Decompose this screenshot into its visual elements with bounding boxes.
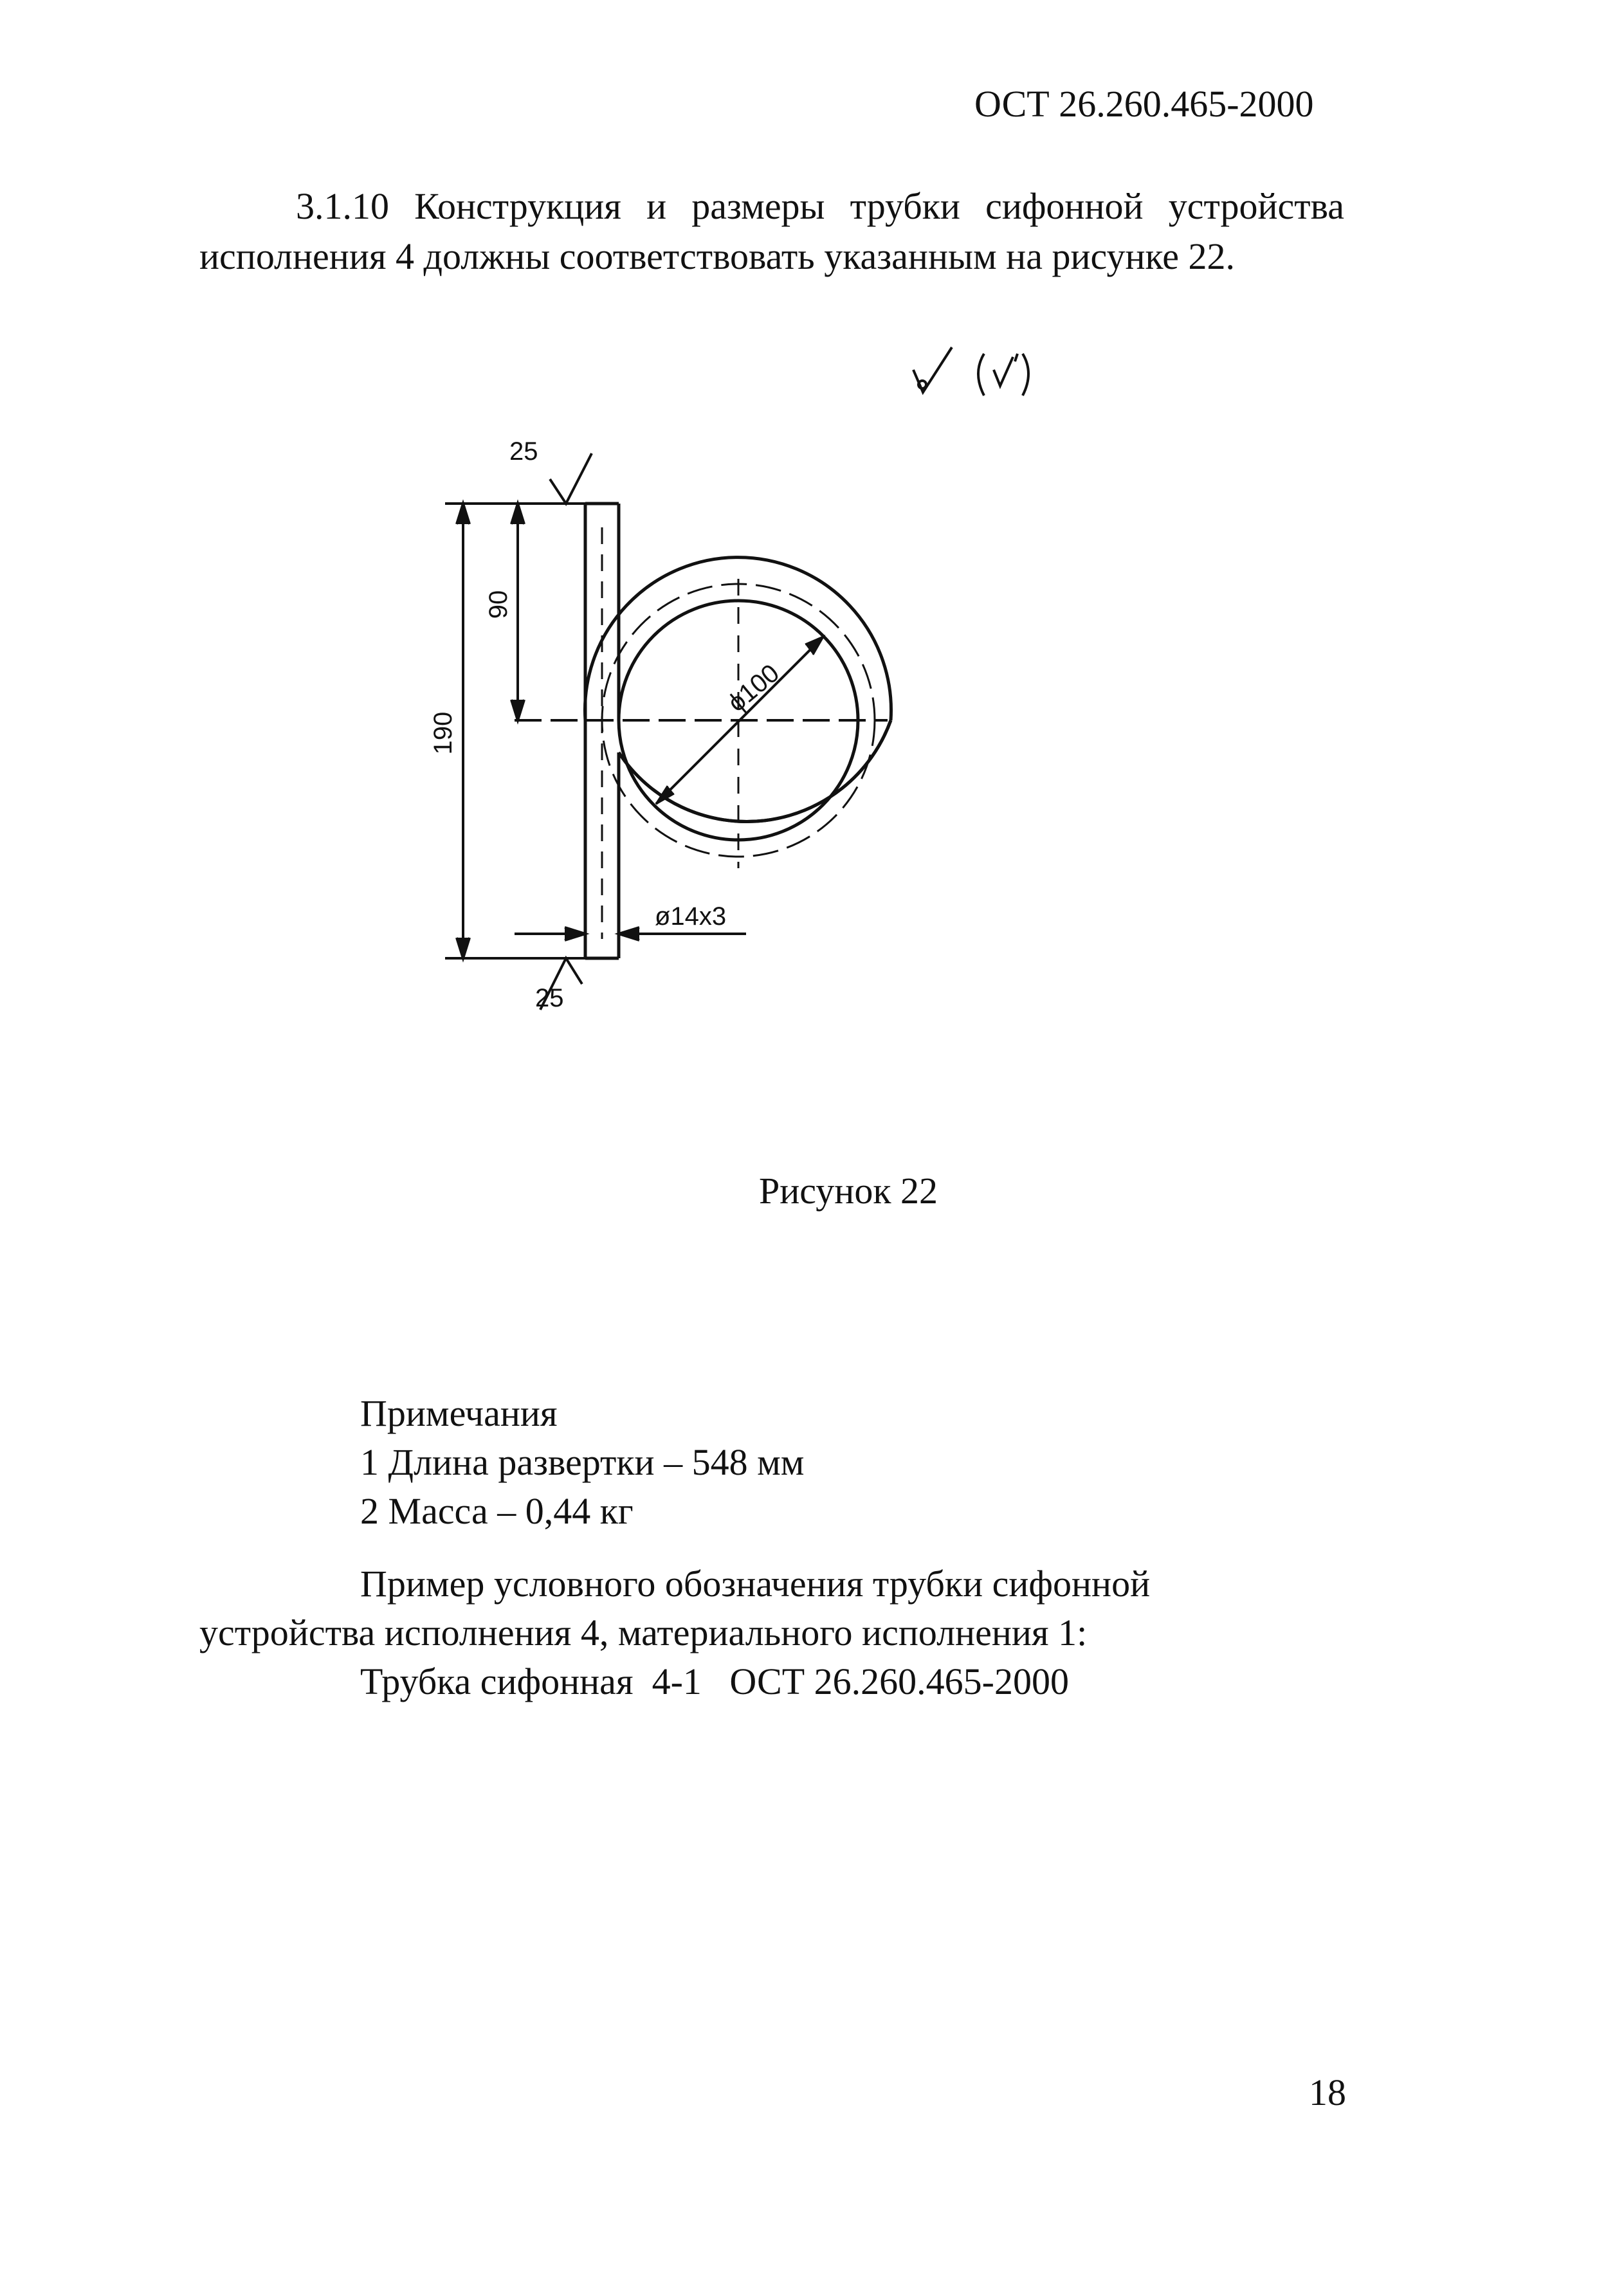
dimension-label-190: 190 bbox=[429, 711, 457, 755]
example-line-3: Трубка сифонная 4-1 ОСТ 26.260.465-2000 bbox=[360, 1661, 1069, 1702]
section-paragraph bbox=[199, 181, 1344, 282]
example-line-1: Пример условного обозначения трубки сифонной bbox=[360, 1563, 1151, 1605]
roughness-label-bottom: 25 bbox=[535, 984, 564, 1012]
notes-title: Примечания bbox=[360, 1392, 558, 1434]
roughness-label-top: 25 bbox=[509, 437, 538, 466]
dimension-label-90: 90 bbox=[484, 590, 513, 619]
dimension-line-90 bbox=[511, 504, 524, 720]
figure-drawing bbox=[386, 334, 1093, 1077]
figure-caption: Рисунок 22 bbox=[759, 1170, 938, 1212]
roughness-mark-icon bbox=[913, 347, 1028, 396]
page-number: 18 bbox=[1309, 2071, 1346, 2113]
dimension-label-tube: ø14x3 bbox=[655, 902, 727, 931]
example-line-2: устройства исполнения 4, материального исполнения 1: bbox=[199, 1612, 1088, 1653]
dimension-label-loop-diameter: ϕ100 bbox=[722, 659, 785, 718]
roughness-symbol-top-icon bbox=[550, 453, 592, 504]
notes-block bbox=[360, 1389, 804, 1536]
section-line-2: исполнения 4 должны соответствовать указанным на рисунке 22. bbox=[199, 235, 1235, 277]
dimension-line-190 bbox=[445, 504, 585, 958]
document-code: ОСТ 26.260.465-2000 bbox=[974, 83, 1314, 125]
designation-example bbox=[199, 1560, 1344, 1706]
note-item-1: 1 Длина развертки – 548 мм bbox=[360, 1441, 805, 1483]
section-line-1: 3.1.10 Конструкция и размеры трубки сифонной устройства bbox=[296, 185, 1344, 227]
note-item-2: 2 Масса – 0,44 кг bbox=[360, 1490, 634, 1532]
